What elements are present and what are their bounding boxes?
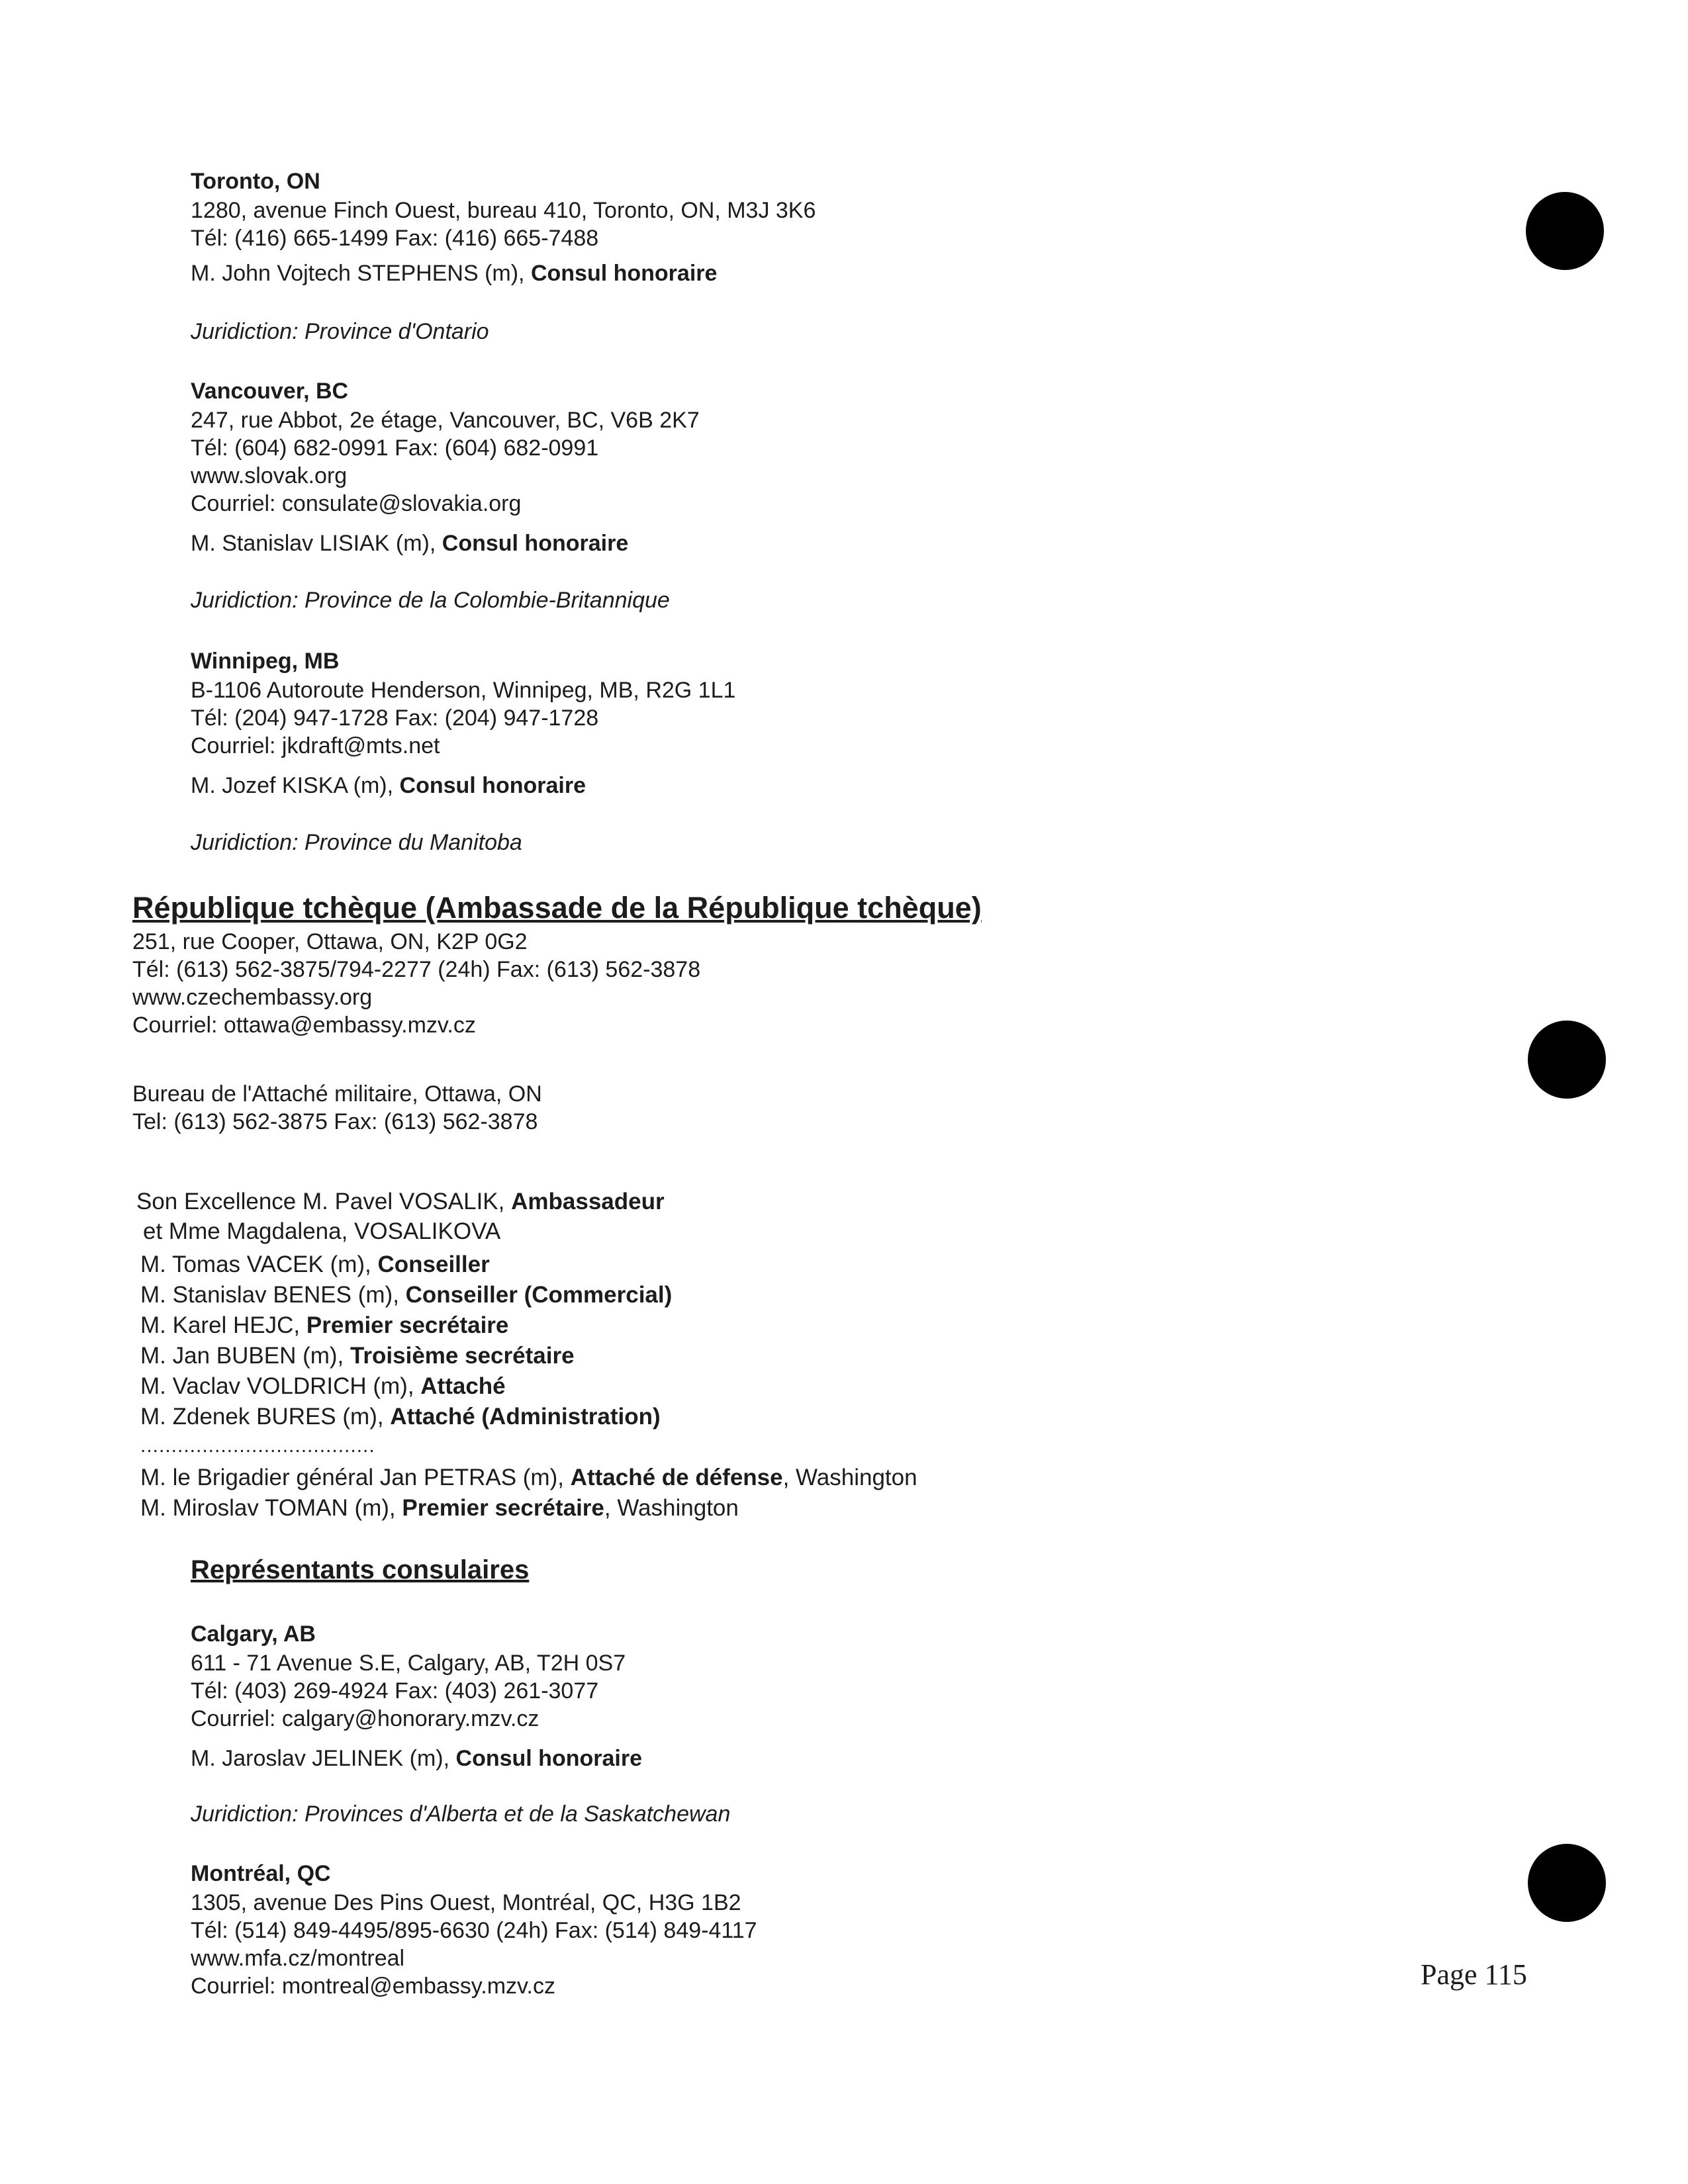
vancouver-jurisdiction: Juridiction: Province de la Colombie-Britannique bbox=[191, 588, 670, 613]
embassy-website: www.czechembassy.org bbox=[132, 985, 373, 1010]
staff-name: M. Miroslav TOMAN (m), bbox=[140, 1495, 402, 1521]
toronto-jurisdiction: Juridiction: Province d'Ontario bbox=[191, 319, 489, 344]
winnipeg-address: B-1106 Autoroute Henderson, Winnipeg, MB, R2G 1L1 bbox=[191, 678, 736, 703]
montreal-email: Courriel: montreal@embassy.mzv.cz bbox=[191, 1974, 555, 1999]
embassy-email: Courriel: ottawa@embassy.mzv.cz bbox=[132, 1013, 476, 1038]
staff-name: M. Jan BUBEN (m), bbox=[140, 1343, 350, 1369]
staff-title: Conseiller (Commercial) bbox=[405, 1282, 673, 1308]
consular-heading: Représentants consulaires bbox=[191, 1555, 530, 1584]
winnipeg-tel: Tél: (204) 947-1728 Fax: (204) 947-1728 bbox=[191, 705, 599, 731]
punch-hole-top bbox=[1526, 192, 1604, 270]
staff-suffix: , Washington bbox=[782, 1465, 917, 1490]
winnipeg-person-name: M. Jozef KISKA (m), bbox=[191, 773, 400, 798]
montreal-address: 1305, avenue Des Pins Ouest, Montréal, QC, H3G 1B2 bbox=[191, 1890, 741, 1915]
staff-title: Premier secrétaire bbox=[402, 1495, 604, 1521]
vancouver-address: 247, rue Abbot, 2e étage, Vancouver, BC, V6B 2K7 bbox=[191, 408, 700, 433]
staff-name: M. Tomas VACEK (m), bbox=[140, 1251, 378, 1277]
vancouver-city: Vancouver, BC bbox=[191, 379, 349, 404]
staff-name: et Mme Magdalena, VOSALIKOVA bbox=[143, 1218, 501, 1244]
calgary-tel: Tél: (403) 269-4924 Fax: (403) 261-3077 bbox=[191, 1678, 599, 1704]
calgary-person-name: M. Jaroslav JELINEK (m), bbox=[191, 1746, 456, 1771]
vancouver-website: www.slovak.org bbox=[191, 463, 348, 488]
vancouver-tel: Tél: (604) 682-0991 Fax: (604) 682-0991 bbox=[191, 435, 599, 461]
calgary-jurisdiction: Juridiction: Provinces d'Alberta et de la Saskatchewan bbox=[191, 1801, 731, 1827]
calgary-person-title: Consul honoraire bbox=[455, 1746, 642, 1771]
toronto-person-name: M. John Vojtech STEPHENS (m), bbox=[191, 261, 531, 286]
staff-row bbox=[140, 1341, 575, 1371]
staff-title: Attaché bbox=[420, 1373, 506, 1399]
toronto-tel: Tél: (416) 665-1499 Fax: (416) 665-7488 bbox=[191, 226, 599, 251]
embassy-address: 251, rue Cooper, Ottawa, ON, K2P 0G2 bbox=[132, 929, 528, 954]
staff-title: Troisième secrétaire bbox=[350, 1343, 575, 1369]
montreal-website: www.mfa.cz/montreal bbox=[191, 1946, 405, 1971]
calgary-city: Calgary, AB bbox=[191, 1621, 316, 1647]
vancouver-person-name: M. Stanislav LISIAK (m), bbox=[191, 531, 442, 556]
staff-name: Son Excellence M. Pavel VOSALIK, bbox=[136, 1189, 512, 1214]
staff-suffix: , Washington bbox=[604, 1495, 739, 1521]
calgary-email: Courriel: calgary@honorary.mzv.cz bbox=[191, 1706, 539, 1731]
embassy-heading: République tchèque (Ambassade de la République tchèque) bbox=[132, 891, 982, 925]
staff-title: Conseiller bbox=[377, 1251, 490, 1277]
toronto-person-title: Consul honoraire bbox=[530, 261, 718, 286]
montreal-city: Montréal, QC bbox=[191, 1861, 331, 1886]
staff-name: M. le Brigadier général Jan PETRAS (m), bbox=[140, 1465, 571, 1490]
military-tel: Tel: (613) 562-3875 Fax: (613) 562-3878 bbox=[132, 1109, 538, 1134]
calgary-address: 611 - 71 Avenue S.E, Calgary, AB, T2H 0S7 bbox=[191, 1651, 626, 1676]
staff-row bbox=[140, 1250, 490, 1280]
embassy-tel: Tél: (613) 562-3875/794-2277 (24h) Fax: (613) 562-3878 bbox=[132, 957, 701, 982]
staff-row bbox=[140, 1402, 661, 1432]
page-number: Page 115 bbox=[1421, 1958, 1527, 1991]
military-office: Bureau de l'Attaché militaire, Ottawa, ON bbox=[132, 1081, 542, 1107]
staff-row bbox=[140, 1371, 506, 1402]
vancouver-email: Courriel: consulate@slovakia.org bbox=[191, 491, 522, 516]
staff-name: M. Vaclav VOLDRICH (m), bbox=[140, 1373, 421, 1399]
staff-title: Attaché de défense bbox=[570, 1465, 783, 1490]
staff-title: Premier secrétaire bbox=[306, 1312, 509, 1338]
montreal-tel: Tél: (514) 849-4495/895-6630 (24h) Fax: (514) 849-4117 bbox=[191, 1918, 757, 1943]
winnipeg-email: Courriel: jkdraft@mts.net bbox=[191, 733, 440, 758]
winnipeg-person bbox=[191, 772, 586, 799]
staff-name: M. Zdenek BURES (m), bbox=[140, 1404, 391, 1430]
staff-row bbox=[140, 1493, 739, 1524]
staff-row bbox=[140, 1310, 508, 1341]
staff-title: Ambassadeur bbox=[511, 1189, 665, 1214]
staff-name: M. Stanislav BENES (m), bbox=[140, 1282, 406, 1308]
staff-row bbox=[136, 1187, 665, 1217]
staff-row bbox=[143, 1216, 500, 1247]
punch-hole-bottom bbox=[1528, 1844, 1606, 1922]
punch-hole-middle bbox=[1528, 1021, 1606, 1099]
staff-name: M. Karel HEJC, bbox=[140, 1312, 306, 1338]
dotted-separator: ...................................... bbox=[140, 1435, 375, 1457]
toronto-city: Toronto, ON bbox=[191, 169, 320, 194]
staff-row bbox=[140, 1463, 917, 1493]
toronto-person bbox=[191, 259, 717, 287]
calgary-person bbox=[191, 1745, 642, 1772]
staff-title: Attaché (Administration) bbox=[390, 1404, 661, 1430]
toronto-address: 1280, avenue Finch Ouest, bureau 410, Toronto, ON, M3J 3K6 bbox=[191, 198, 816, 223]
vancouver-person-title: Consul honoraire bbox=[442, 531, 629, 556]
vancouver-person bbox=[191, 529, 628, 557]
winnipeg-person-title: Consul honoraire bbox=[399, 773, 586, 798]
staff-row bbox=[140, 1280, 672, 1310]
winnipeg-city: Winnipeg, MB bbox=[191, 649, 340, 674]
winnipeg-jurisdiction: Juridiction: Province du Manitoba bbox=[191, 830, 522, 855]
